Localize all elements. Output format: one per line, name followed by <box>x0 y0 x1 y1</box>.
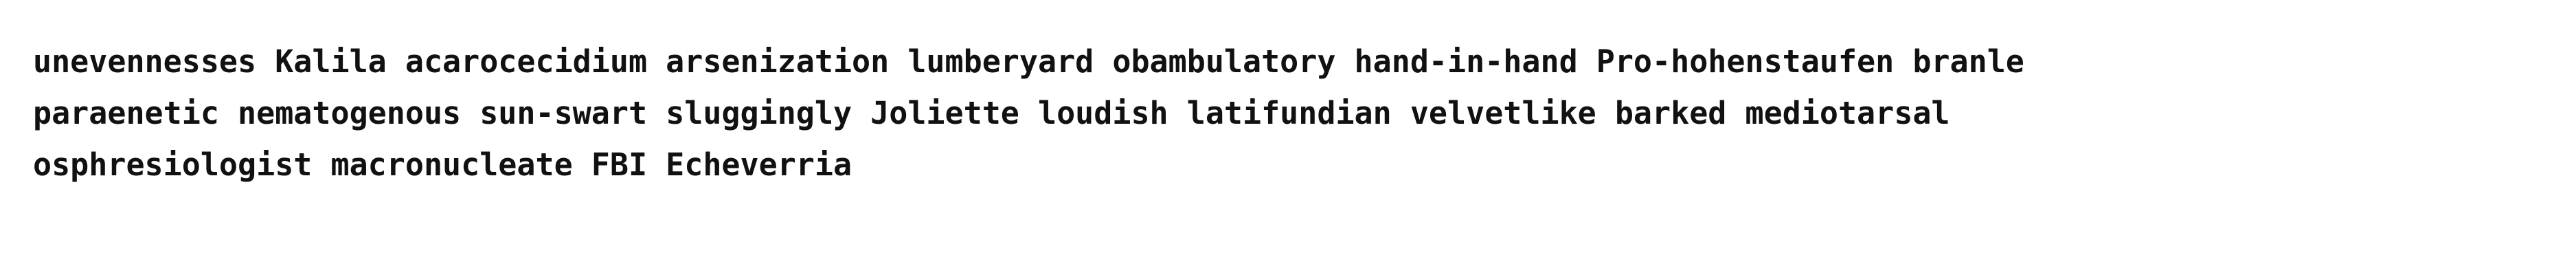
text-block <box>33 36 2506 190</box>
text-line-3: osphresiologist macronucleate FBI Echeverria <box>33 146 852 183</box>
text-line-2: paraenetic nematogenous sun-swart sluggingly Joliette loudish latifundian velvetlike barked mediotarsal <box>33 95 1950 131</box>
text-line-1: unevennesses Kalila acarocecidium arsenization lumberyard obambulatory hand-in-hand Pro-hohenstaufen branle <box>33 43 2024 80</box>
